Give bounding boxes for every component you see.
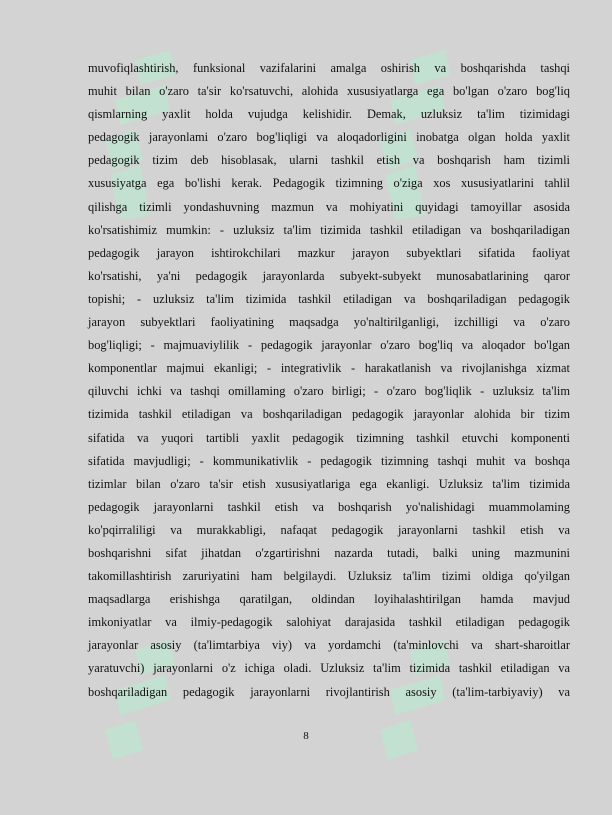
- text-line: qismlarning yaxlit holda vujudga kelishidir. Demak, uzluksiz ta'lim tizimidagi: [88, 107, 570, 122]
- text-line: imkoniyatlar va ilmiy-pedagogik salohiyat darajasida tashkil etiladigan pedagogik: [88, 615, 570, 630]
- text-line: muhit bilan o'zaro ta'sir ko'rsatuvchi, alohida xususiyatlarga ega bo'lgan o'zaro bog'liq: [88, 84, 570, 99]
- text-line: pedagogik tizim deb hisoblasak, ularni tashkil etish va boshqarish ham tizimli: [88, 153, 570, 168]
- text-line: tizimlar bilan o'zaro ta'sir etish xususiyatlariga ega ekanligi. Uzluksiz ta'lim tizimida: [88, 476, 570, 491]
- text-line: xususiyatga ega bo'lishi kerak. Pedagogik tizimning o'ziga xos xususiyatlarini tahlil: [88, 176, 570, 191]
- text-line: qiluvchi ichki va tashqi omillaming o'zaro birligi; - o'zaro bog'liqlik - uzluksiz ta'lim: [88, 384, 570, 399]
- text-line: topishi; - uzluksiz ta'lim tizimida tashkil etiladigan va boshqariladigan pedagogik: [88, 291, 570, 306]
- text-line: maqsadlarga erishishga qaratilgan, oldindan loyihalashtirilgan hamda mavjud: [88, 592, 570, 607]
- page-number: 8: [303, 730, 309, 742]
- text-line: jarayonlar asosiy (ta'limtarbiya viy) va yordamchi (ta'minlovchi va shart-sharoitlar: [88, 638, 570, 653]
- body-paragraph: [88, 57, 570, 704]
- text-line: sifatida mavjudligi; - kommunikativlik - pedagogik tizimning tashqi muhit va boshqa: [88, 453, 570, 468]
- text-line: komponentlar majmui ekanligi; - integrativlik - harakatlanish va rivojlanishga xizmat: [88, 361, 570, 376]
- text-line: ko'rsatishi, ya'ni pedagogik jarayonlarda subyekt-subyekt munosabatlarining qaror: [88, 268, 570, 283]
- text-line: bog'liqligi; - majmuaviylilik - pedagogik jarayonlar o'zaro bog'liq va aloqador bo'lgan: [88, 338, 570, 353]
- text-line: takomillashtirish zaruriyatini ham belgilaydi. Uzluksiz ta'lim tizimi oldiga qo'yilgan: [88, 569, 570, 584]
- text-line: ko'rsatishimiz mumkin: - uzluksiz ta'lim tizimida tashkil etiladigan va boshqariladigan: [88, 222, 570, 237]
- text-line: boshqariladigan pedagogik jarayonlarni rivojlantirish asosiy (ta'lim-tarbiyaviy) va: [88, 684, 570, 699]
- text-line: pedagogik jarayonlami o'zaro bog'liqligi va aloqadorligini inobatga olgan holda yaxlit: [88, 130, 570, 145]
- text-line: yaratuvchi) jarayonlarni o'z ichiga oladi. Uzluksiz ta'lim tizimida tashkil etiladigan va: [88, 661, 570, 676]
- text-line: muvofiqlashtirish, funksional vazifalarini amalga oshirish va boshqarishda tashqi: [88, 61, 570, 75]
- text-line: pedagogik jarayon ishtirokchilari mazkur jarayon subyektlari sifatida faoliyat: [88, 245, 570, 260]
- text-line: jarayon subyektlari faoliyatining maqsadga yo'naltirilganligi, izchilligi va o'zaro: [88, 315, 570, 330]
- text-line: boshqarishni sifat jihatdan o'zgartirishni nazarda tutadi, balki uning mazmunini: [88, 545, 570, 560]
- text-line: qilishga tizimli yondashuvning mazmun va mohiyatini quyidagi tamoyillar asosida: [88, 199, 570, 214]
- text-line: ko'pqirraliligi va murakkabligi, nafaqat pedagogik jarayonlarni tashkil etish va: [88, 522, 570, 537]
- text-line: pedagogik jarayonlarni tashkil etish va boshqarish yo'nalishidagi muammolaming: [88, 499, 570, 514]
- text-line: sifatida va yuqori tartibli yaxlit pedagogik tizimning tashkil etuvchi komponenti: [88, 430, 570, 445]
- text-line: tizimida tashkil etiladigan va boshqariladigan pedagogik jarayonlar alohida bir tizim: [88, 407, 570, 422]
